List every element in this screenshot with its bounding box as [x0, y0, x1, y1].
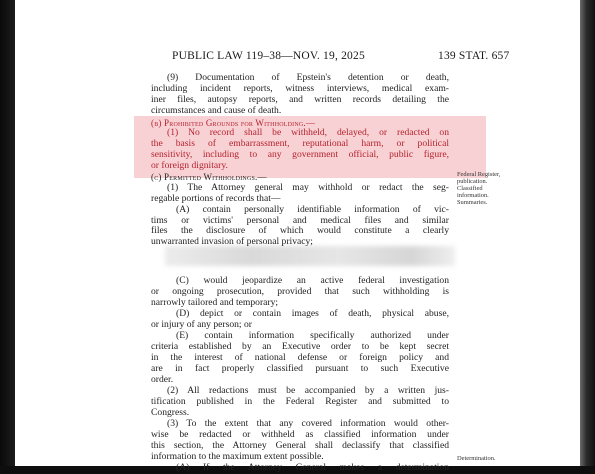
text-line: unwarranted invasion of personal privacy;: [151, 236, 313, 247]
text-line: are in fact properly classified pursuant to such Executive: [151, 363, 449, 374]
text-line: (A) contain personally identifiable information of vic-: [176, 204, 449, 215]
text-line: order.: [151, 374, 174, 385]
text-line: (9) Documentation of Epstein's detention or death,: [167, 72, 449, 83]
section-heading: (c) Permitted Withholdings.—: [151, 172, 267, 182]
margin-note-line: Federal Register,: [457, 171, 501, 178]
text-line: (D) depict or contain images of death, physical abuse,: [176, 308, 449, 319]
section-heading: (b) Prohibited Grounds for Withholding.—: [151, 118, 316, 128]
document-page: [15, 0, 580, 473]
text-line: circumstances and cause of death.: [151, 105, 282, 116]
text-line: iner files, autopsy reports, and written records detailing the: [151, 94, 449, 105]
text-line: this section, the Attorney General shall declassify that classified: [151, 440, 449, 451]
text-line: or injury of any person; or: [151, 319, 252, 330]
text-line: (C) would jeopardize an active federal investigation: [176, 275, 449, 286]
margin-note-line: Classified: [457, 185, 483, 192]
text-line: or ongoing prosecution, provided that such withholding is: [151, 286, 449, 297]
page-edge-shadow-right: [580, 0, 595, 466]
text-line: (E) contain information specifically authorized under: [176, 330, 449, 341]
margin-note-line: information.: [457, 192, 489, 199]
margin-note-line: Summaries.: [457, 199, 488, 206]
text-line: including incident reports, witness interviews, medical exam-: [151, 83, 449, 94]
text-line: tification published in the Federal Register and submitted to: [151, 396, 449, 407]
text-line: (3) To the extent that any covered information would other-: [167, 418, 449, 429]
text-line: (A) If the Attorney General makes a determination: [176, 462, 449, 473]
margin-note-determination: Determination.: [457, 455, 496, 462]
text-line: narrowly tailored and temporary;: [151, 297, 279, 308]
stat-citation: 139 STAT. 657: [438, 50, 510, 62]
highlighted-text-line: sensitivity, including to any government official, public figure,: [151, 149, 449, 160]
text-line: (2) All redactions must be accompanied by a written jus-: [167, 385, 449, 396]
text-line: criteria established by an Executive order to be kept secret: [151, 341, 449, 352]
highlighted-text-line: the basis of embarrassment, reputational harm, or political: [151, 138, 449, 149]
running-head: PUBLIC LAW 119–38—NOV. 19, 2025: [172, 50, 365, 62]
text-line: in the interest of national defense or foreign policy and: [151, 352, 449, 363]
text-line: Congress.: [151, 407, 190, 418]
page-edge-shadow-left: [0, 0, 15, 466]
text-line: information to the maximum extent possible.: [151, 451, 324, 462]
text-line: regable portions of records that—: [151, 193, 281, 204]
highlighted-text-line: or foreign dignitary.: [151, 160, 228, 171]
highlighted-text-line: (1) No record shall be withheld, delayed, or redacted on: [167, 127, 449, 138]
text-line: tims or victims' personal and medical files and similar: [151, 215, 449, 226]
text-line: files the disclosure of which would constitute a clearly: [151, 225, 449, 236]
text-line: (1) The Attorney general may withhold or redact the seg-: [167, 182, 449, 193]
blurred-redaction: [165, 246, 455, 266]
margin-note-line: publication.: [457, 178, 488, 185]
text-line: wise be redacted or withheld as classified information under: [151, 429, 449, 440]
